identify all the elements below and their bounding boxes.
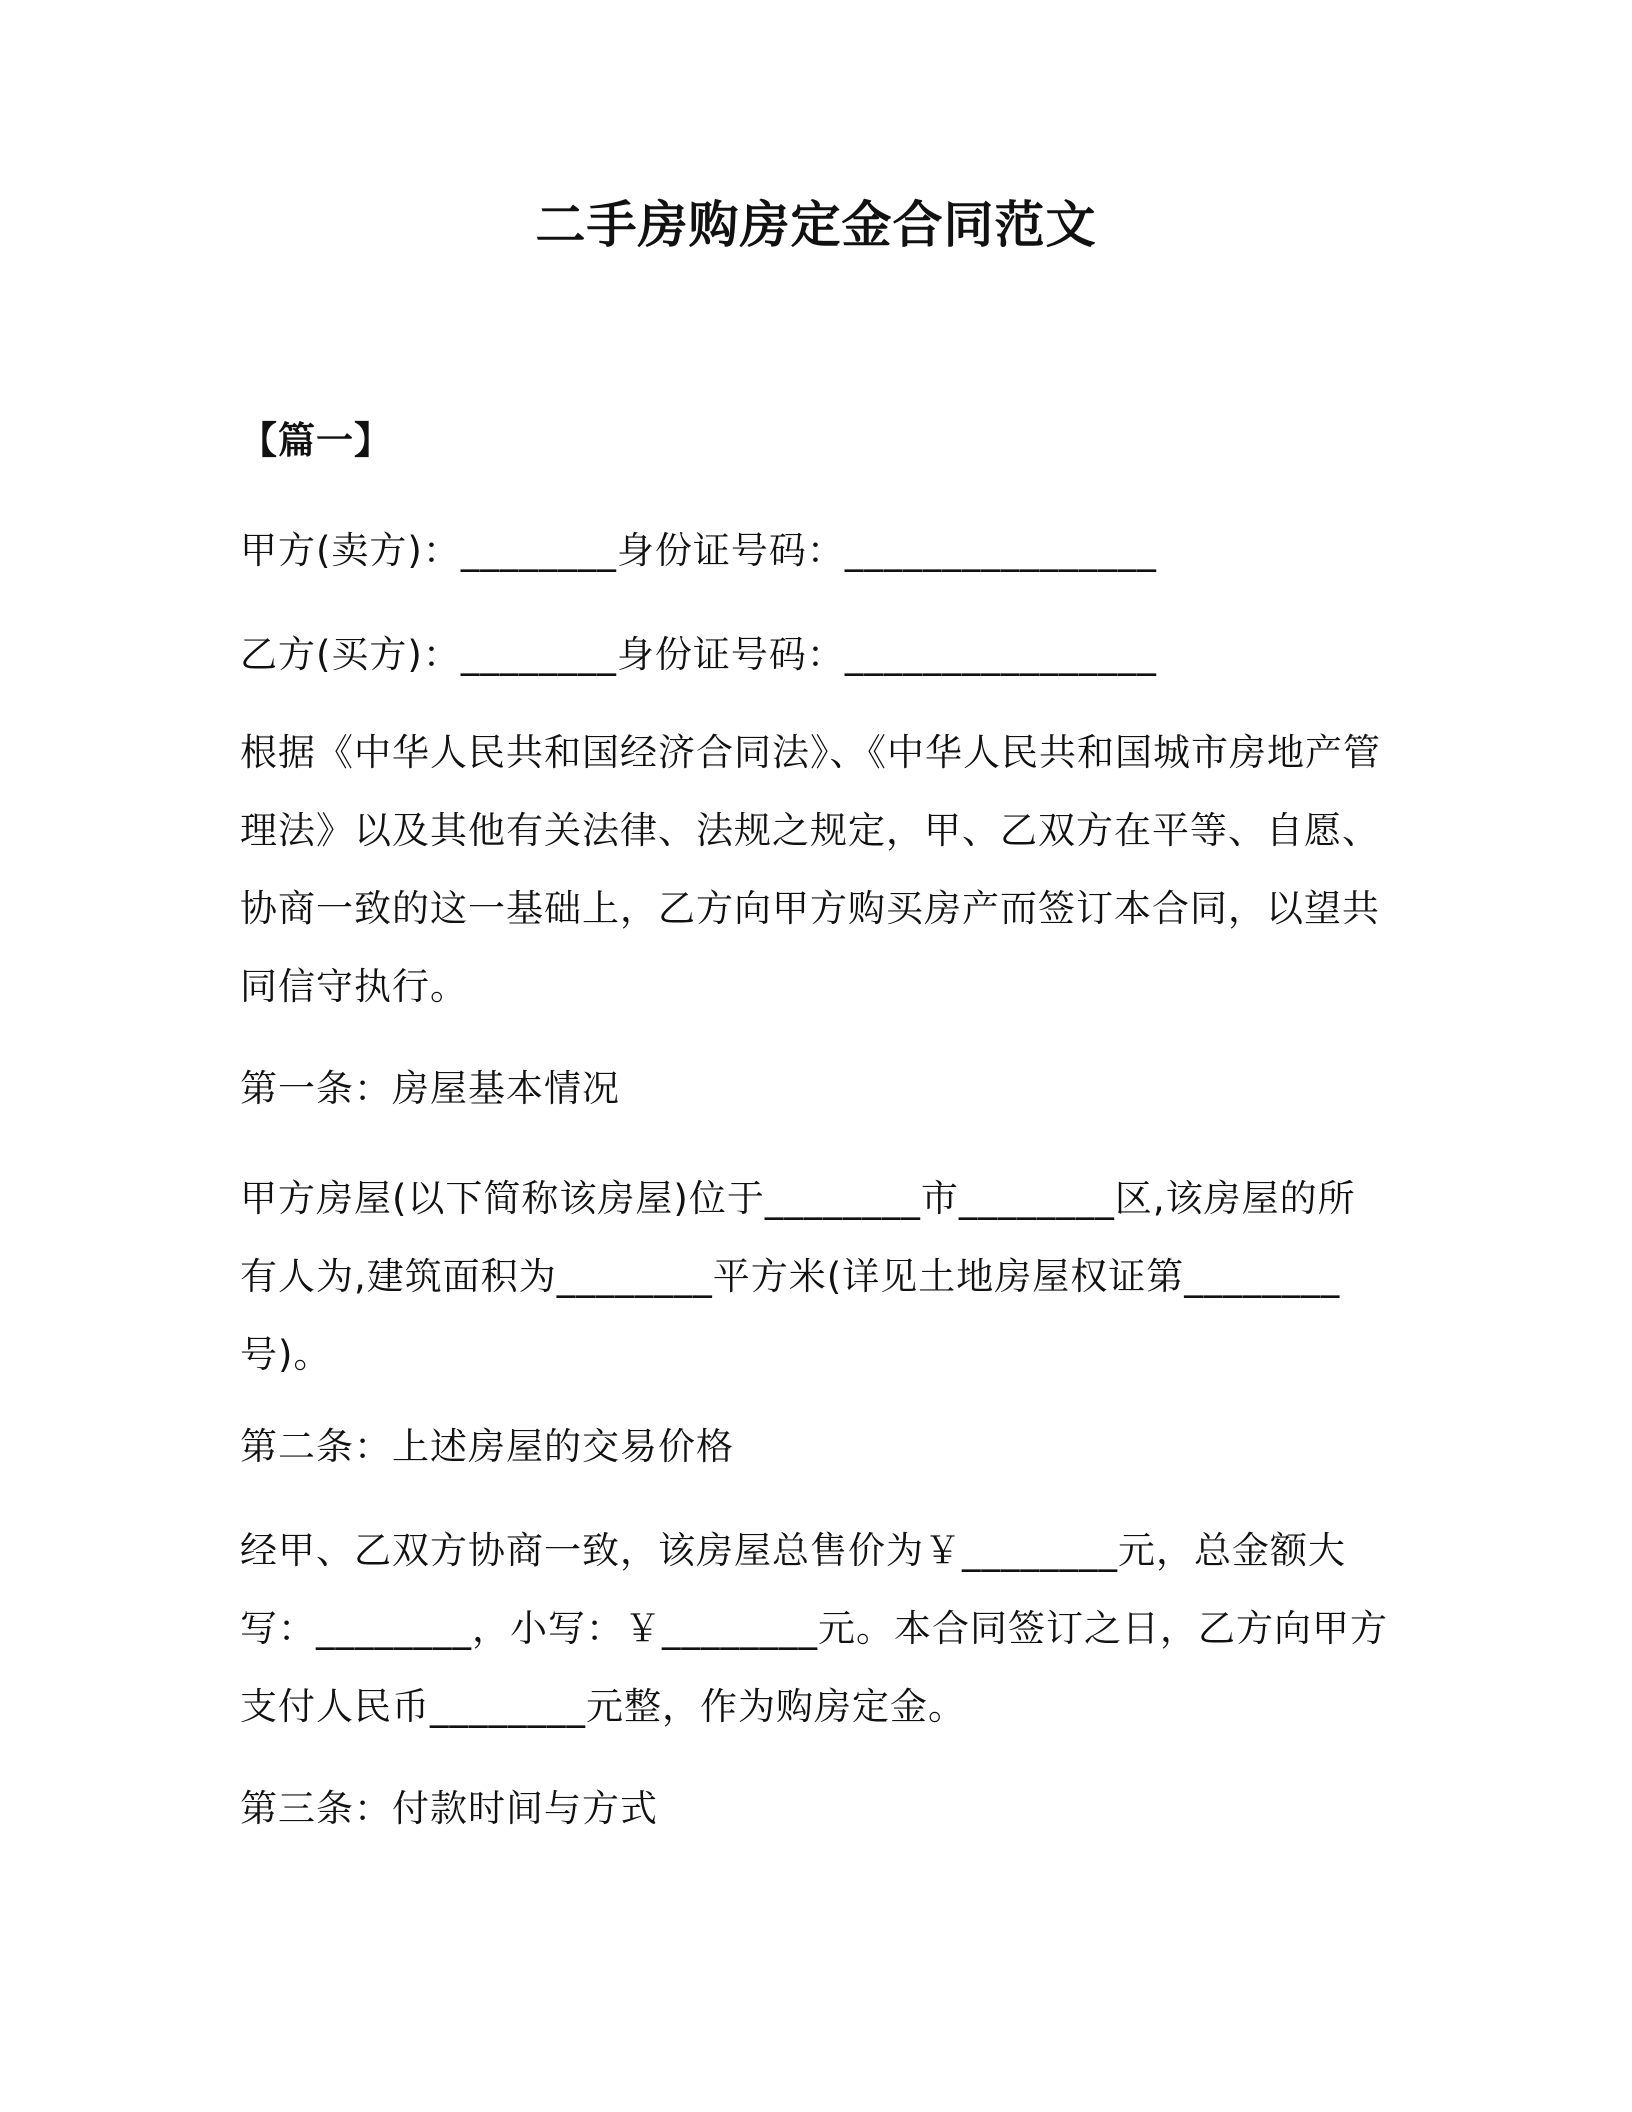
document-title: 二手房购房定金合同范文 (535, 196, 1097, 254)
article-2-body: 经甲、乙双方协商一致，该房屋总售价为￥________元，总金额大写：________，小写：￥________元。本合同签订之日，乙方向甲方支付人民币________元整，作为购房定金。 (240, 1529, 1388, 1728)
article-1-title: 第一条：房屋基本情况 (240, 1067, 620, 1110)
article-2-title: 第二条：上述房屋的交易价格 (240, 1425, 734, 1468)
party-b-line: 乙方(买方)：________身份证号码：________________ (240, 633, 1157, 676)
party-a-line: 甲方(卖方)：________身份证号码：________________ (240, 529, 1157, 572)
preamble-paragraph: 根据《中华人民共和国经济合同法》、《中华人民共和国城市房地产管理法》以及其他有关法律、法规之规定，甲、乙双方在平等、自愿、协商一致的这一基础上，乙方向甲方购买房产而签订本合同，以望共同信守执行。 (240, 731, 1381, 1008)
article-3-title: 第三条：付款时间与方式 (240, 1787, 658, 1830)
section-tag: 【篇一】 (240, 419, 392, 462)
article-1-body: 甲方房屋(以下简称该房屋)位于________市________区,该房屋的所有人为,建筑面积为________平方米(详见土地房屋权证第________号)。 (240, 1177, 1356, 1376)
